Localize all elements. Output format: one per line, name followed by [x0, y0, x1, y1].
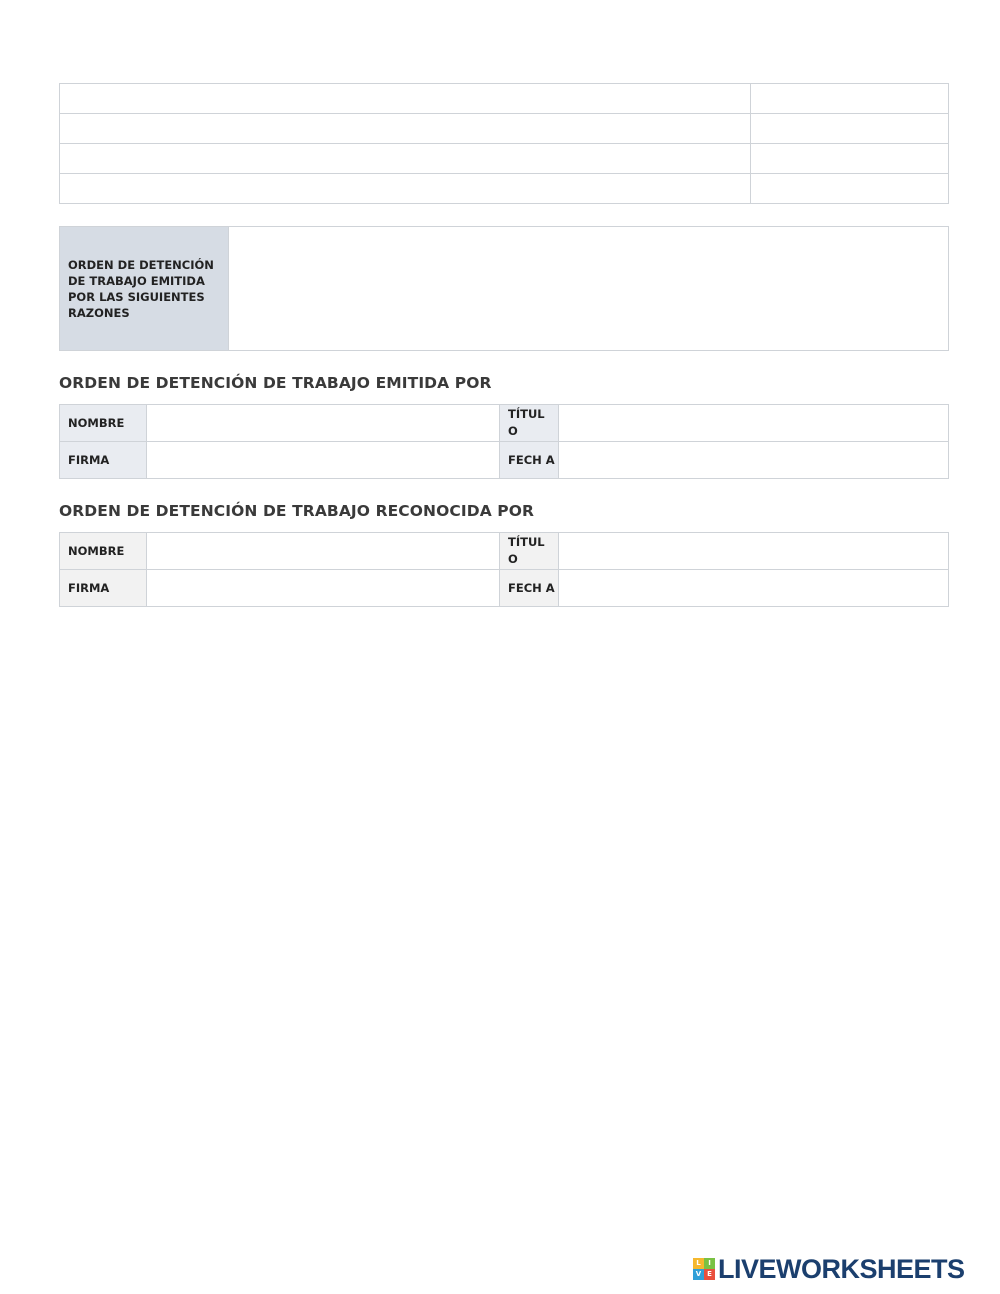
table-cell[interactable] — [60, 84, 751, 114]
table-row — [60, 405, 949, 442]
liveworksheets-logo[interactable] — [693, 1253, 965, 1284]
table-row — [60, 144, 949, 174]
reasons-field[interactable] — [229, 227, 949, 351]
logo-mark-letter: L — [693, 1258, 704, 1269]
issued-signature-field[interactable] — [147, 442, 500, 479]
acknowledged-by-table — [59, 532, 949, 607]
reasons-label: ORDEN DE DETENCIÓN DE TRABAJO EMITIDA POR LAS SIGUIENTES RAZONES — [60, 227, 229, 351]
reasons-table — [59, 226, 949, 351]
issued-name-label: NOMBRE — [60, 405, 147, 442]
table-row — [60, 84, 949, 114]
ack-name-label: NOMBRE — [60, 533, 147, 570]
top-table — [59, 83, 949, 204]
ack-title-label: TÍTUL O — [500, 533, 559, 570]
liveworksheets-logo-icon — [693, 1258, 715, 1280]
table-row — [60, 442, 949, 479]
table-cell[interactable] — [751, 174, 949, 204]
issued-by-table — [59, 404, 949, 479]
ack-signature-label: FIRMA — [60, 570, 147, 607]
logo-mark-letter: V — [693, 1269, 704, 1280]
logo-mark-letter: E — [704, 1269, 715, 1280]
table-cell[interactable] — [751, 114, 949, 144]
ack-signature-field[interactable] — [147, 570, 500, 607]
logo-text: LIVEWORKSHEETS — [718, 1253, 965, 1284]
issued-date-label: FECH A — [500, 442, 559, 479]
table-cell[interactable] — [60, 114, 751, 144]
issued-title-label: TÍTUL O — [500, 405, 559, 442]
issued-by-heading: ORDEN DE DETENCIÓN DE TRABAJO EMITIDA POR — [59, 374, 492, 392]
table-row — [60, 114, 949, 144]
issued-signature-label: FIRMA — [60, 442, 147, 479]
ack-date-label: FECH A — [500, 570, 559, 607]
table-row — [60, 570, 949, 607]
table-row — [60, 174, 949, 204]
ack-date-field[interactable] — [559, 570, 949, 607]
issued-date-field[interactable] — [559, 442, 949, 479]
table-cell[interactable] — [751, 144, 949, 174]
table-row — [60, 227, 949, 351]
ack-title-field[interactable] — [559, 533, 949, 570]
table-cell[interactable] — [751, 84, 949, 114]
ack-name-field[interactable] — [147, 533, 500, 570]
logo-mark-letter: I — [704, 1258, 715, 1269]
table-cell[interactable] — [60, 144, 751, 174]
table-cell[interactable] — [60, 174, 751, 204]
acknowledged-by-heading: ORDEN DE DETENCIÓN DE TRABAJO RECONOCIDA POR — [59, 502, 535, 520]
issued-title-field[interactable] — [559, 405, 949, 442]
issued-name-field[interactable] — [147, 405, 500, 442]
table-row — [60, 533, 949, 570]
